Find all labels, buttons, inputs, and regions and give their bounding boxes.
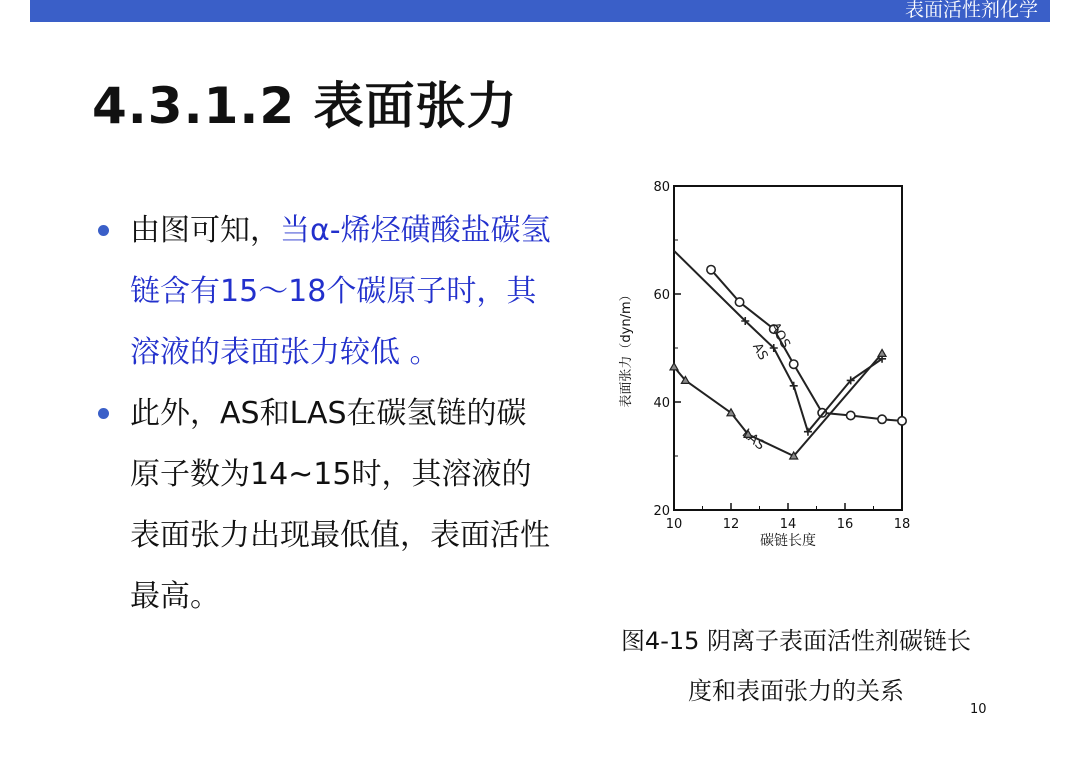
y-axis-label: 表面张力（dyn/m）	[619, 288, 634, 408]
data-point-as	[790, 382, 798, 390]
chart-axes	[653, 180, 910, 532]
series-label-aos: AOS	[766, 320, 793, 352]
chart-figure	[598, 170, 958, 580]
series-line-aos	[711, 270, 902, 421]
data-point-aos	[735, 298, 743, 306]
figure-caption	[586, 616, 1006, 716]
x-tick-label: 12	[722, 517, 740, 532]
data-point-las	[670, 363, 678, 370]
x-tick-label: 18	[893, 517, 911, 532]
header-bar	[30, 0, 1050, 22]
caption-line-2: 度和表面张力的关系	[688, 677, 904, 705]
course-title: 表面活性剂化学	[904, 0, 1038, 21]
series-aos	[707, 266, 906, 426]
data-point-las	[878, 349, 886, 356]
bullet-dot-icon	[98, 225, 109, 236]
series-label-as: AS	[749, 340, 771, 363]
y-tick-label: 80	[653, 180, 670, 195]
bullet-text-plain: 此外，AS和LAS在碳氢链的碳原子数为14~15时，其溶液的表面张力出现最低值，表面活性最高。	[130, 396, 550, 614]
y-tick-label: 60	[653, 288, 670, 303]
plot-frame	[674, 186, 902, 510]
bullet-text-plain: 由图可知，	[130, 213, 280, 248]
page-number: 10	[970, 702, 987, 717]
bullet-text-highlight: 当α-烯烃磺酸盐碳氢链含有15～18个碳原子时，其溶液的表面张力较低 。	[130, 213, 551, 370]
data-point-aos	[878, 415, 886, 423]
series-line-las	[674, 353, 882, 456]
bullet-item	[92, 383, 552, 627]
y-tick-label: 40	[653, 396, 670, 411]
caption-line-1: 图4-15 阴离子表面活性剂碳链长	[620, 627, 972, 655]
data-point-aos	[707, 266, 715, 274]
surface-tension-chart	[598, 170, 958, 580]
series-las	[670, 349, 886, 459]
data-point-aos	[898, 417, 906, 425]
data-point-aos	[790, 360, 798, 368]
data-point-aos	[847, 411, 855, 419]
x-tick-label: 16	[836, 517, 854, 532]
slide-title: 4.3.1.2 表面张力	[92, 77, 518, 135]
bullet-item	[92, 200, 552, 383]
chart-series	[670, 251, 906, 459]
x-tick-label: 10	[665, 517, 683, 532]
bullet-list	[92, 200, 552, 627]
bullet-dot-icon	[98, 408, 109, 419]
y-tick-label: 20	[653, 504, 670, 519]
x-axis-label: 碳链长度	[760, 533, 816, 549]
series-label-las: LAS	[738, 426, 768, 454]
x-tick-label: 14	[779, 517, 797, 532]
